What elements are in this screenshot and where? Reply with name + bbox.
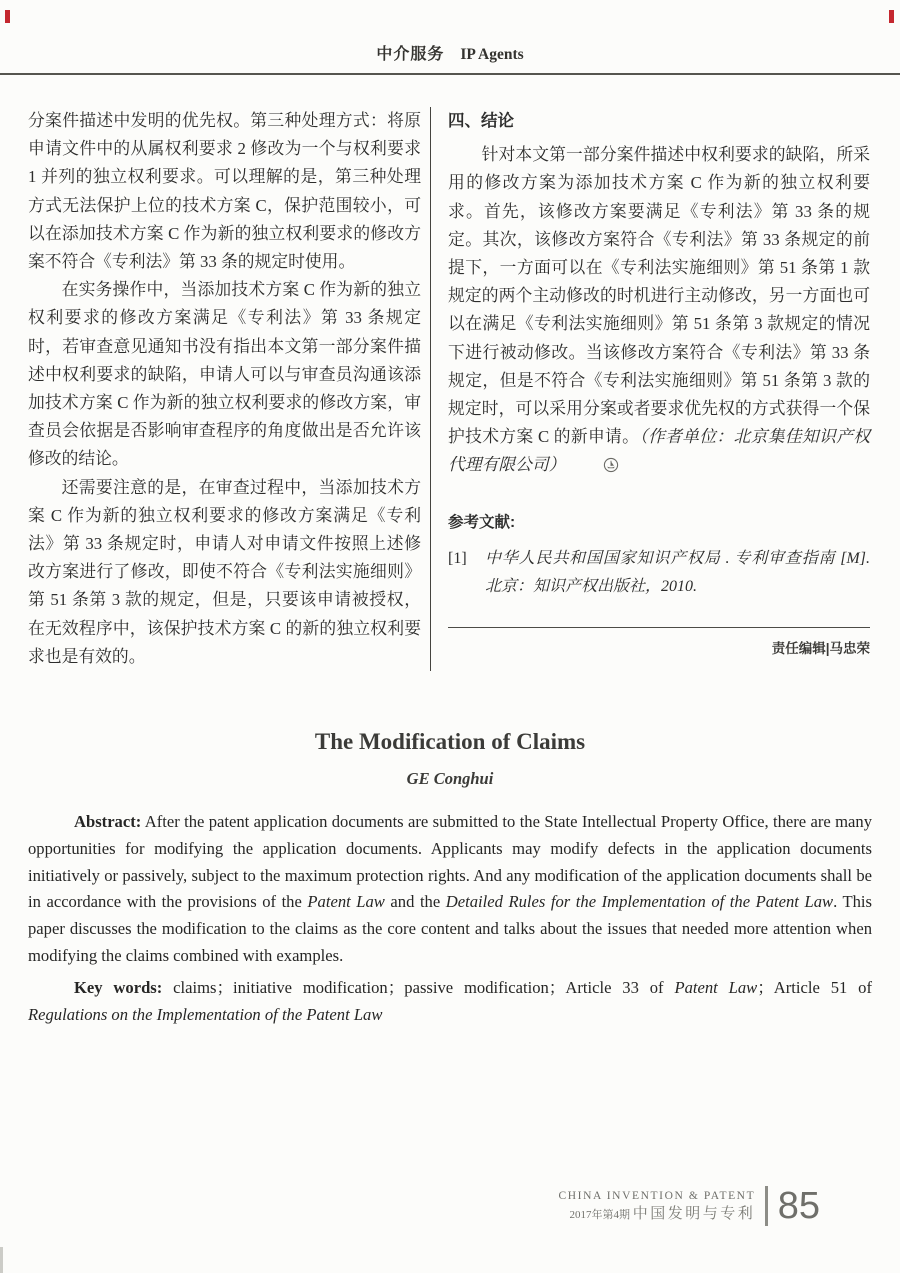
keywords-label: Key words: xyxy=(74,977,163,997)
reference-item xyxy=(448,545,870,601)
keywords-paragraph xyxy=(28,975,872,1029)
registration-mark-left xyxy=(5,10,10,23)
issue-info: 2017年第4期 xyxy=(569,1208,630,1221)
footer-divider xyxy=(765,1186,768,1226)
abstract-text-2: and the xyxy=(384,892,446,912)
conclusion-text: 针对本文第一部分案件描述中权利要求的缺陷，所采用的修改方案为添加技术方案 C 作为新的独立权利要求。首先，该修改方案要满足《专利法》第 33 条的规定。其次，该修改方案符合《专利法》第 33 条规定的前提下，一方面可以在《专利法实施细则》第 51 条第 1 款规定的两个主动修改的时机进行主动修改，另一方面也可以在满足《专利法实施细则》第 51 条第 3 款规定的情况下进行被动修改。当该修改方案符合《专利法》第 33 条规定，但是不符合《专利法实施细则》第 51 条第 3 款的规定时，可以采用分案或者要求优先权的方式获得一个保护技术方案 C 的新申请。 xyxy=(448,145,870,447)
left-paragraph-2: 在实务操作中，当添加技术方案 C 作为新的独立权利要求的修改方案满足《专利法》第 33 条规定时，若审查意见通知书没有指出本文第一部分案件描述中权利要求的缺陷，申请人可以与审查员沟通该添加技术方案 C 作为新的独立权利要求的修改方案，审查员会依据是否影响审查程序的角度做出是否允许该修改的结论。 xyxy=(28,280,421,469)
english-author: GE Conghui xyxy=(406,769,494,789)
registration-mark-right xyxy=(889,10,894,23)
editor-credit-block xyxy=(448,627,870,663)
page-number: 85 xyxy=(777,1185,820,1227)
reference-text: 中华人民共和国国家知识产权局 . 专利审查指南 [M]. 北京：知识产权出版社，2010. xyxy=(485,549,870,595)
author-affiliation: （作者单位：北京集佳知识产权代理有限公司） xyxy=(448,427,870,475)
abstract-label: Abstract: xyxy=(74,812,142,832)
page-header xyxy=(0,0,900,75)
abstract-italic-2: Detailed Rules for the Implementation of the Patent Law xyxy=(445,892,834,912)
keywords-text-2: ；Article 51 of xyxy=(757,977,872,997)
chinese-body xyxy=(28,107,870,671)
keywords-text-1: claims；initiative modification；passive modification；Article 33 of xyxy=(162,977,675,997)
right-column xyxy=(431,107,870,671)
journal-issue-line xyxy=(558,1204,755,1224)
journal-name-cn: 中国发明与专利 xyxy=(632,1204,756,1222)
journal-name-en: CHINA INVENTION & PATENT xyxy=(558,1189,756,1202)
left-paragraph-1: 分案件描述中发明的优先权。第三种处理方式：将原申请文件中的从属权利要求 2 修改为一个与权利要求 1 并列的独立权利要求。可以理解的是，第三种处理方式无法保护上位的技术方案 C，保护范围较小，可以在添加技术方案 C 作为新的独立权利要求的修改方案不符合《专利法》第 33 条的规定时使用。 xyxy=(28,111,421,272)
editor-credit: 责任编辑|马忠荣 xyxy=(771,640,870,656)
page-footer xyxy=(558,1186,820,1226)
references-section xyxy=(448,509,870,601)
left-paragraph-3: 还需要注意的是，在审查过程中，当添加技术方案 C 作为新的独立权利要求的修改方案满足《专利法》第 33 条规定时，申请人对申请文件按照上述修改方案进行了修改，即使不符合《专利法实施细则》第 51 条第 3 款的规定，但是，只要该申请被授权，在无效程序中，该保护技术方案 C 的新的独立权利要求也是有效的。 xyxy=(28,477,421,666)
conclusion-heading: 四、结论 xyxy=(448,112,514,130)
reference-index: [1] xyxy=(448,549,467,567)
section-label-cn: 中介服务 xyxy=(376,46,445,63)
references-heading: 参考文献: xyxy=(448,513,516,531)
conclusion-paragraph xyxy=(448,141,870,482)
left-column xyxy=(28,107,421,671)
keywords-italic-2: Regulations on the Implementation of the Patent Law xyxy=(28,1004,383,1024)
abstract-italic-1: Patent Law xyxy=(307,892,385,912)
abstract-paragraph xyxy=(28,809,872,970)
english-title: The Modification of Claims xyxy=(314,729,586,755)
journal-info xyxy=(558,1189,755,1223)
end-of-article-icon xyxy=(569,454,619,482)
section-label-en: IP Agents xyxy=(460,46,524,63)
abstract-text-1: After the patent application documents are submitted to the State Intellectual Property Office, there are many opportunities for modifying the application documents. Applicants may modify defects in the application documents initiatively or passively, subject to the maximum protection rights. And any modification of the application documents shall be in accordance with the provisions of the xyxy=(28,812,872,912)
page-edge-sliver xyxy=(0,1247,3,1273)
abstract-text-3: . This paper discusses the modification to the claims as the core content and talks about the issues that needed more attention when modifying the claims combined with examples. xyxy=(28,892,872,966)
keywords-italic-1: Patent Law xyxy=(674,977,758,997)
